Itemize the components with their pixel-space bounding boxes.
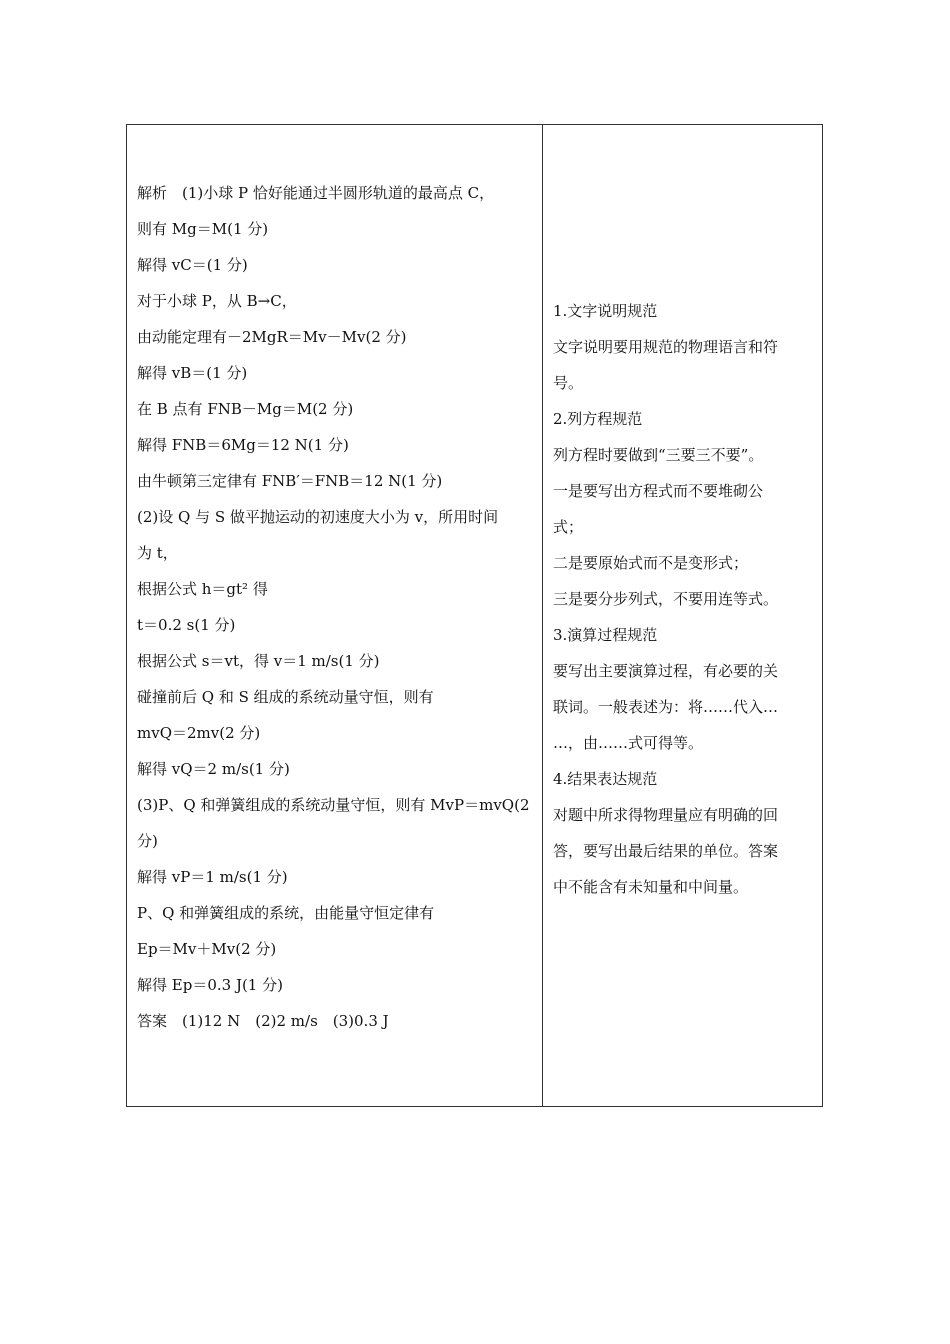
note-line: 答，要写出最后结果的单位。答案 <box>553 842 779 860</box>
solution-line: (3)P、Q 和弹簧组成的系统动量守恒，则有 MvP＝mvQ(2 <box>137 796 530 814</box>
solution-line: 解得 vP＝1 m/s(1 分) <box>137 868 288 886</box>
solution-line: 碰撞前后 Q 和 S 组成的系统动量守恒，则有 <box>137 688 434 706</box>
solution-line: 在 B 点有 FNB－Mg＝M(2 分) <box>137 400 354 418</box>
note-line: 二是要原始式而不是变形式； <box>553 554 749 572</box>
solution-line: 解得 Ep＝0.3 J(1 分) <box>137 976 283 994</box>
note-line: 要写出主要演算过程，有必要的关 <box>553 662 779 680</box>
solution-column <box>137 175 537 1039</box>
solution-line: 解得 vQ＝2 m/s(1 分) <box>137 760 290 778</box>
note-line: 列方程时要做到“三要三不要”。 <box>553 446 764 464</box>
note-line: 文字说明要用规范的物理语言和符 <box>553 338 779 356</box>
solution-line: Ep＝Mv＋Mv(2 分) <box>137 940 277 958</box>
solution-line: 解得 vB＝(1 分) <box>137 364 248 382</box>
note-line: 一是要写出方程式而不要堆砌公 <box>553 482 764 500</box>
solution-line: 分) <box>137 832 158 850</box>
note-line: 对题中所求得物理量应有明确的回 <box>553 806 779 824</box>
solution-line: 则有 Mg＝M(1 分) <box>137 220 269 238</box>
solution-line: 解得 vC＝(1 分) <box>137 256 248 274</box>
solution-table <box>126 124 823 1107</box>
solution-line: (2)设 Q 与 S 做平抛运动的初速度大小为 v，所用时间 <box>137 508 499 526</box>
note-line: 号。 <box>553 374 584 392</box>
solution-line: P、Q 和弹簧组成的系统，由能量守恒定律有 <box>137 904 435 922</box>
note-heading: 1.文字说明规范 <box>553 302 658 320</box>
note-heading: 4.结果表达规范 <box>553 770 658 788</box>
note-line: 联词。一般表述为：将……代入… <box>553 698 779 716</box>
note-line: 中不能含有未知量和中间量。 <box>553 878 749 896</box>
note-line: 三是要分步列式，不要用连等式。 <box>553 590 779 608</box>
column-divider <box>542 125 543 1106</box>
solution-line: t＝0.2 s(1 分) <box>137 616 236 634</box>
solution-line: 解得 FNB＝6Mg＝12 N(1 分) <box>137 436 349 454</box>
solution-line: 对于小球 P，从 B→C， <box>137 292 297 310</box>
solution-line: 由动能定理有－2MgR＝Mv－Mv(2 分) <box>137 328 407 346</box>
solution-line: 为 t， <box>137 544 178 562</box>
note-line: 式； <box>553 518 584 536</box>
solution-line: 由牛顿第三定律有 FNB′＝FNB＝12 N(1 分) <box>137 472 443 490</box>
note-line: …，由……式可得等。 <box>553 734 704 752</box>
notes-column <box>553 293 818 905</box>
solution-line: 根据公式 s＝vt，得 v＝1 m/s(1 分) <box>137 652 380 670</box>
solution-line: mvQ＝2mv(2 分) <box>137 724 261 742</box>
solution-line: 根据公式 h＝gt² 得 <box>137 580 268 598</box>
note-heading: 3.演算过程规范 <box>553 626 658 644</box>
note-heading: 2.列方程规范 <box>553 410 643 428</box>
solution-line: 解析 (1)小球 P 恰好能通过半圆形轨道的最高点 C， <box>137 184 495 202</box>
answer-line: 答案 (1)12 N (2)2 m/s (3)0.3 J <box>137 1012 389 1030</box>
